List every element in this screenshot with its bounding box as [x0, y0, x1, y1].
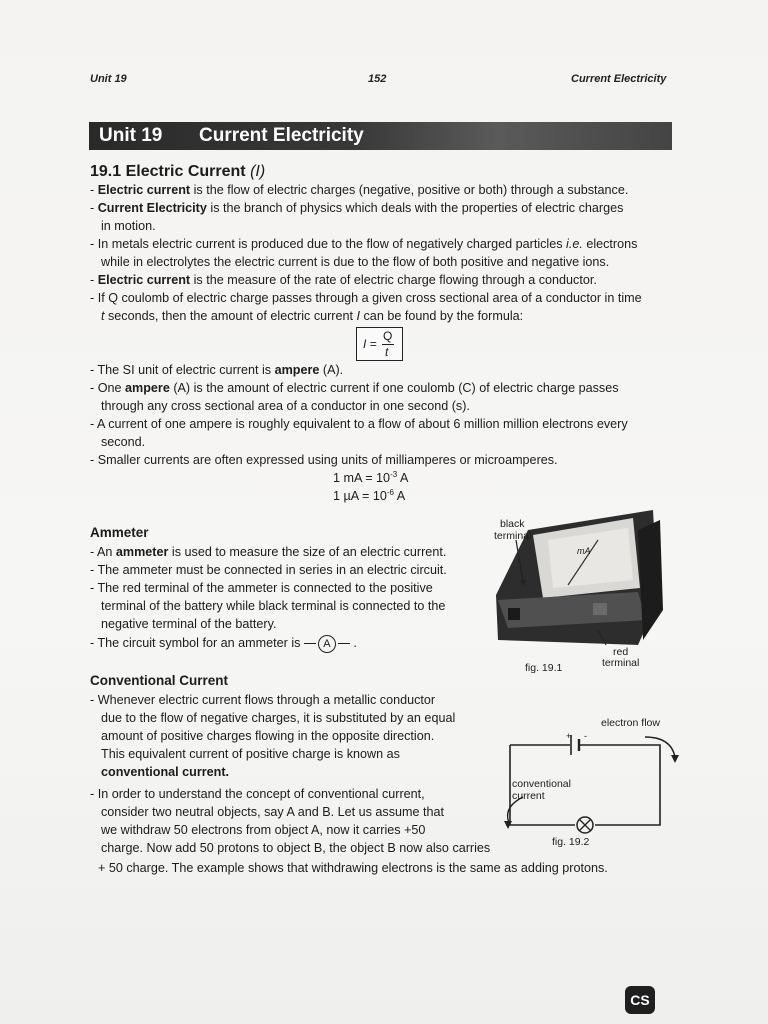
text-line: through any cross sectional area of a conductor in one second (s).	[101, 399, 470, 413]
label-terminal-red: terminal	[602, 657, 640, 669]
text-line: - The SI unit of electric current is ampere (A).	[90, 363, 344, 377]
text-line: - Whenever electric current flows through a metallic conductor	[90, 693, 436, 707]
equation-milliampere: 1 mA = $10^{-3}$ A	[333, 470, 409, 486]
label-ma: mA	[577, 546, 591, 556]
text-line: - Current Electricity is the branch of physics which deals with the properties of electric charges	[90, 201, 624, 215]
current-formula	[356, 327, 403, 361]
fig-19-2-caption: fig. 19.2	[552, 836, 590, 848]
text-line: - An ammeter is used to measure the size of an electric current.	[90, 545, 447, 559]
label-electron-flow: electron flow	[601, 717, 660, 729]
unit-banner	[89, 122, 672, 150]
text-line: we withdraw 50 electrons from object A, now it carries +50	[101, 823, 426, 837]
label-current: current	[512, 790, 545, 802]
text-line: terminal of the battery while black terminal is connected to the	[101, 599, 446, 613]
text-line: This equivalent current of positive charge is known as	[101, 747, 400, 761]
text-line: - Smaller currents are often expressed using units of milliamperes or microamperes.	[90, 453, 558, 467]
section-symbol: (I)	[250, 163, 266, 180]
header-unit: Unit 19	[90, 73, 127, 85]
text-line: amount of positive charges flowing in the opposite direction.	[101, 729, 435, 743]
text-line: negative terminal of the battery.	[101, 617, 277, 631]
fig-19-1-caption: fig. 19.1	[525, 662, 563, 674]
label-terminal-black: terminal	[494, 530, 532, 542]
text-line: - The red terminal of the ammeter is connected to the positive	[90, 581, 433, 595]
label-conventional: conventional	[512, 778, 571, 790]
text-line: - Electric current is the measure of the rate of electric charge flowing through a conductor.	[90, 273, 597, 287]
text-line: second.	[101, 435, 146, 449]
text-line: - If Q coulomb of electric charge passes through a given cross sectional area of a conductor in time	[90, 291, 642, 305]
text-line: - The circuit symbol for an ammeter is A .	[90, 634, 357, 653]
banner-unit: Unit 19	[99, 125, 163, 146]
text-line: + 50 charge. The example shows that withdrawing electrons is the same as adding protons.	[98, 861, 608, 875]
formula-numerator: Q	[383, 329, 393, 343]
text-line: in motion.	[101, 219, 156, 233]
conventional-heading: Conventional Current	[90, 673, 229, 688]
text-line: - In metals electric current is produced due to the flow of negatively charged particles i.e. electrons	[90, 237, 638, 251]
text-line: - Electric current is the flow of electric charges (negative, positive or both) through a substance.	[90, 183, 629, 197]
formula-lhs: I =	[363, 337, 377, 351]
text-line: conventional current.	[101, 765, 230, 779]
text-line: - A current of one ampere is roughly equivalent to a flow of about 6 million million electrons every	[90, 417, 628, 431]
header-chapter: Current Electricity	[571, 73, 667, 85]
text-line: t seconds, then the amount of electric current I can be found by the formula:	[101, 309, 524, 323]
page-number: 152	[368, 73, 387, 85]
ammeter-symbol-letter: A	[318, 635, 336, 653]
ammeter-symbol	[304, 635, 350, 653]
label-plus: +	[566, 731, 572, 741]
camscanner-logo: CS	[625, 986, 655, 1014]
banner-title: Current Electricity	[199, 125, 364, 146]
text-line: while in electrolytes the electric current is due to the flow of both positive and negative ions.	[101, 255, 610, 269]
text-line: - One ampere (A) is the amount of electric current if one coulomb (C) of electric charge passes	[90, 381, 619, 395]
text-line: consider two neutral objects, say A and B. Let us assume that	[101, 805, 445, 819]
ammeter-heading: Ammeter	[90, 525, 149, 540]
formula-denominator: t	[385, 345, 389, 359]
text-line: - In order to understand the concept of conventional current,	[90, 787, 425, 801]
section-number-title: 19.1 Electric Current	[90, 163, 246, 180]
label-red: red	[613, 646, 629, 658]
section-title	[90, 163, 265, 181]
label-minus: -	[584, 731, 587, 741]
text-line: - The ammeter must be connected in series in an electric circuit.	[90, 563, 447, 577]
equation-microampere: 1 $\mu A = 10^{-6}$ A	[333, 488, 406, 504]
label-black: black	[500, 518, 525, 530]
text-line: due to the flow of negative charges, it is substituted by an equal	[101, 711, 456, 725]
text-line: charge. Now add 50 protons to object B, the object B now also carries	[101, 841, 491, 855]
